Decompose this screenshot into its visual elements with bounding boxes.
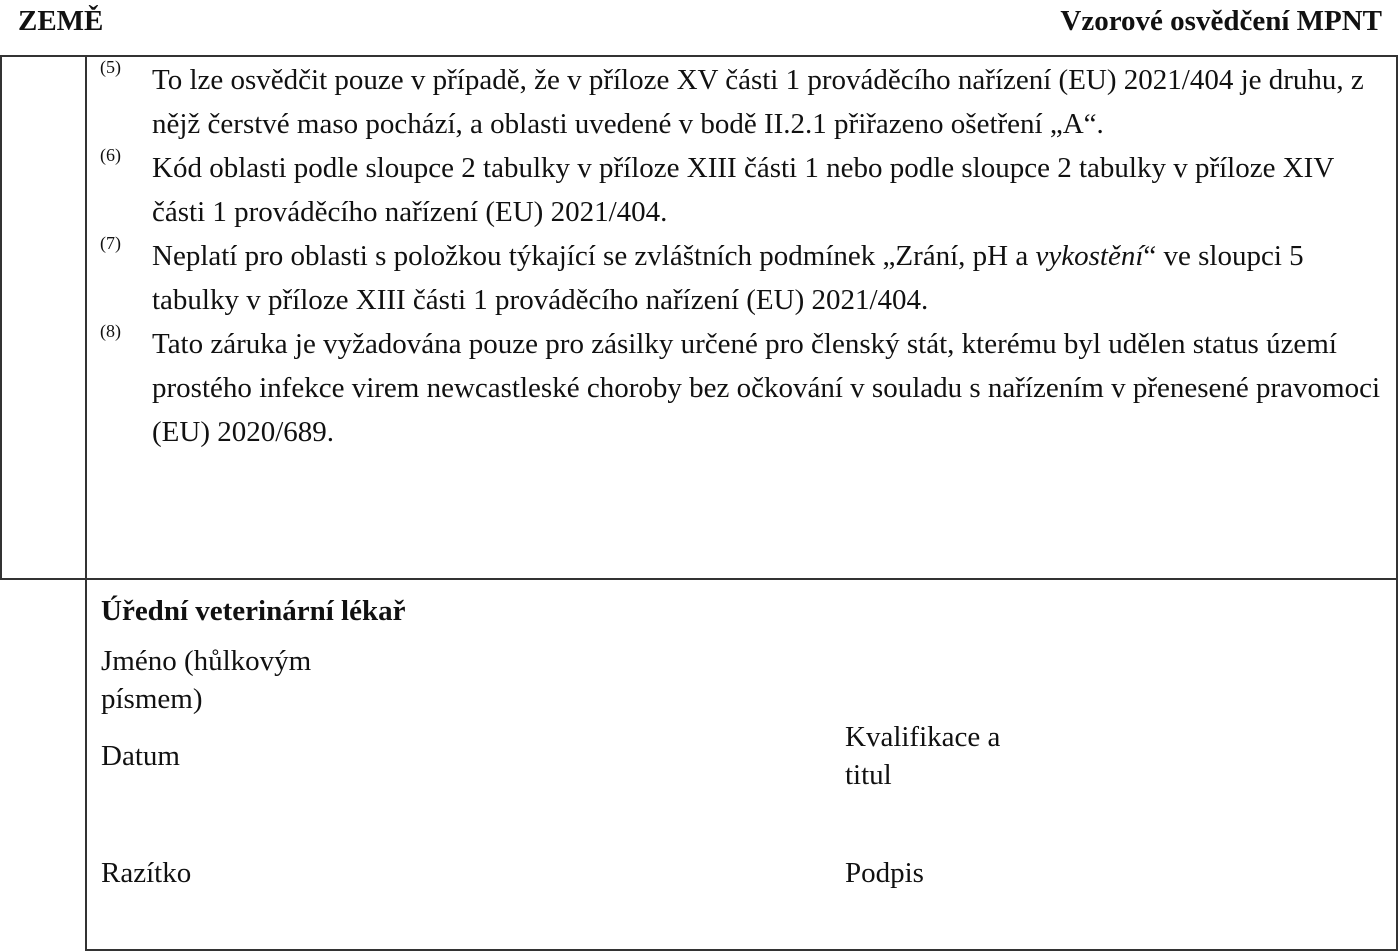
footnote-8: [100, 322, 1390, 454]
table-left-border: [0, 55, 2, 579]
footnote-text-end: “ ve sloupci 5 tabulky v příloze XIII části 1 prováděcího nařízení (EU) 2021/404.: [152, 240, 1304, 316]
footnote-text: Tato záruka je vyžadována pouze pro zásilky určené pro členský stát, kterému byl udělen status území prostého infekce virem newcastleské choroby bez očkování v souladu s nařízením v přenesené pravomoci (EU) 2020/689.: [152, 328, 1381, 448]
footnote-number: (6): [100, 145, 121, 165]
footnote-text: To lze osvědčit pouze v případě, že v příloze XV části 1 prováděcího nařízení (EU) 2021/404 je druhu, z nějž čerstvé maso pochází, a oblasti uvedené v bodě II.2.1 přiřazeno ošetření „A“.: [152, 64, 1364, 140]
footnote-text: [152, 234, 1390, 322]
footnotes: [100, 58, 1390, 454]
footnote-number: (8): [100, 321, 121, 341]
certificate-model-title: Vzorové osvědčení MPNT: [1060, 5, 1382, 37]
official-veterinarian-heading: Úřední veterinární lékař: [101, 595, 406, 627]
footnote-number: (7): [100, 233, 121, 253]
footnote-6: [100, 146, 1390, 234]
name-label: Jméno (hůlkovým písmem): [101, 645, 312, 715]
footnote-text-start: Neplatí pro oblasti s položkou týkající se zvláštních podmínek „Zrání, pH a: [152, 240, 1036, 272]
table-bottom-border: [85, 949, 1397, 951]
table-column-divider: [85, 55, 87, 951]
table-top-border: [0, 55, 1397, 57]
footnote-italic-term: vykostění: [1035, 240, 1144, 272]
country-label: ZEMĚ: [18, 5, 104, 37]
qualification-label: Kvalifikace a titul: [845, 721, 1001, 791]
date-label: Datum: [101, 740, 180, 772]
table-right-border: [1396, 55, 1398, 951]
signature-label: Podpis: [845, 857, 924, 889]
stamp-label: Razítko: [101, 857, 192, 889]
footnote-number: (5): [100, 57, 121, 77]
footnote-7: [100, 234, 1390, 322]
table-middle-border: [0, 578, 1397, 580]
footnote-text: Kód oblasti podle sloupce 2 tabulky v příloze XIII části 1 nebo podle sloupce 2 tabulky v příloze XIV části 1 prováděcího nařízení (EU) 2021/404.: [152, 152, 1334, 228]
footnote-5: [100, 58, 1390, 146]
